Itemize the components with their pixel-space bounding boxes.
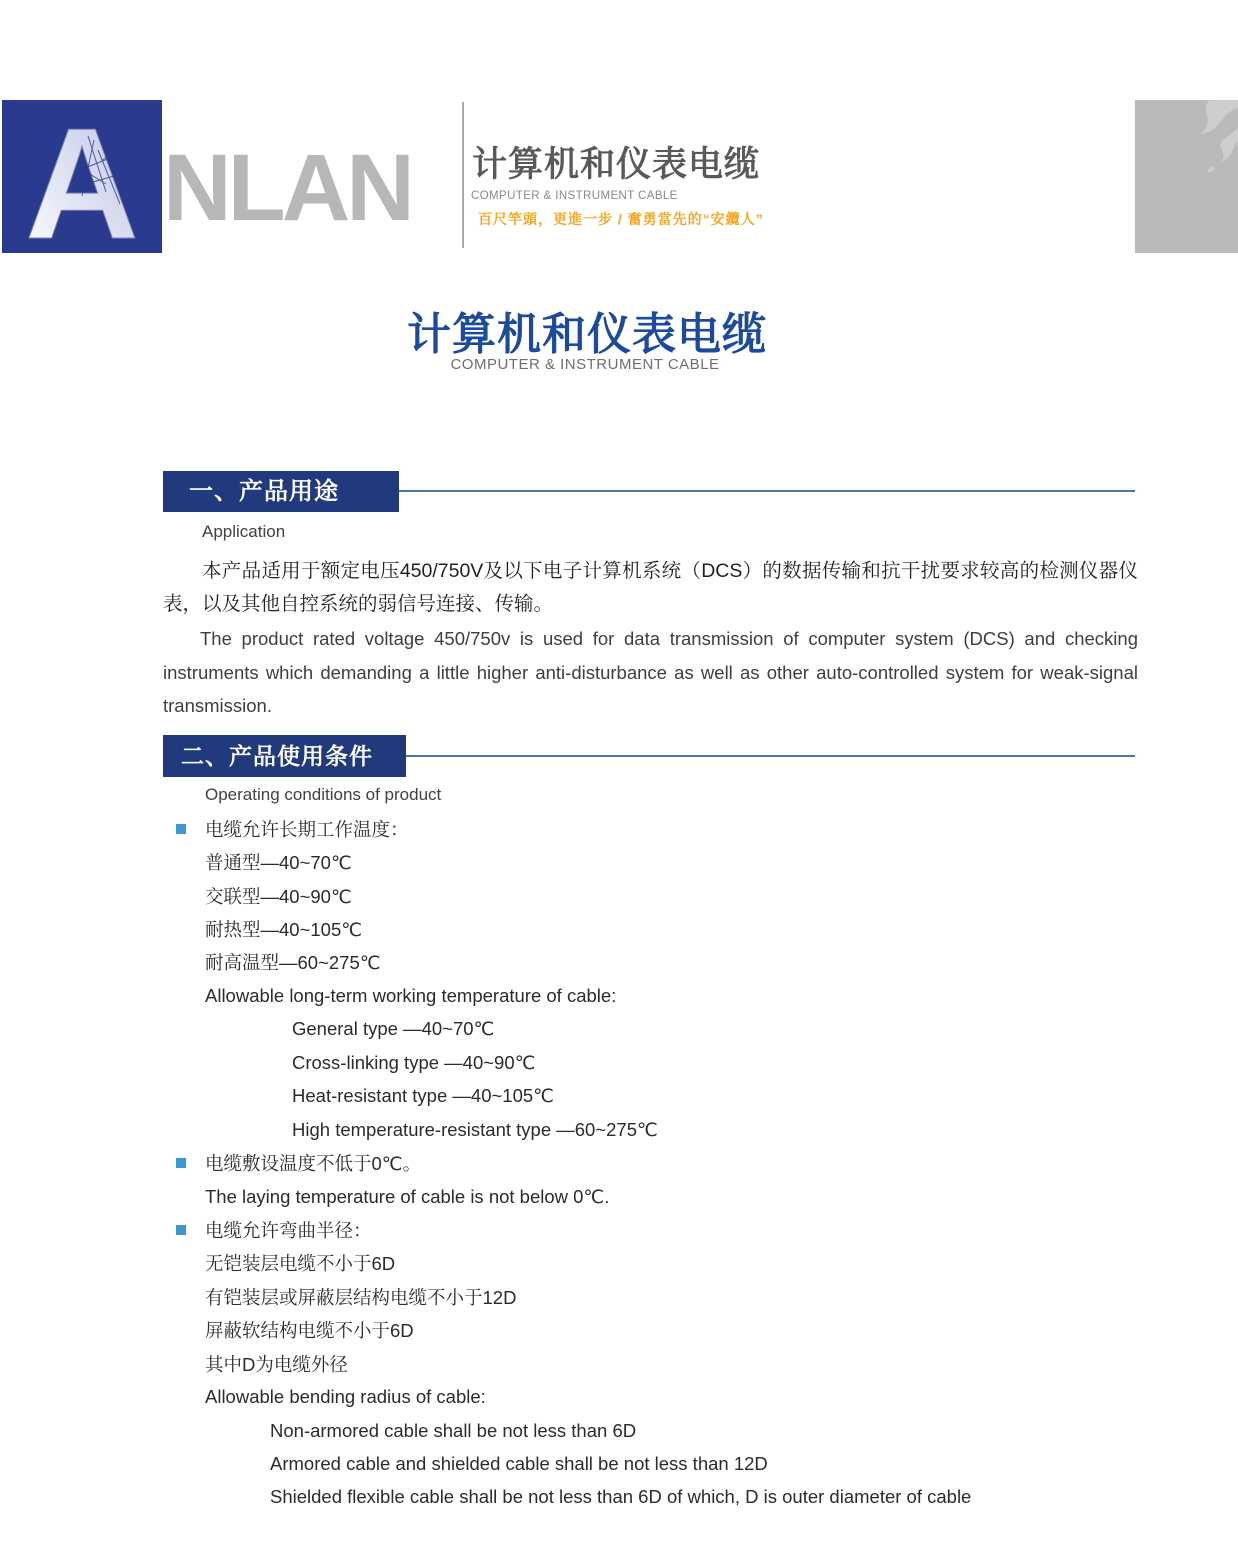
list-item: [163, 1347, 1138, 1380]
anlan-logo: [2, 100, 162, 253]
list-item-text: 普通型—40~70℃: [205, 852, 352, 874]
header-title-en: COMPUTER & INSTRUMENT CABLE: [471, 190, 678, 202]
list-item: [163, 1380, 1138, 1413]
brand-slogan: 百尺竿頭，更進一步 / 奮勇當先的“安纜人”: [478, 211, 764, 227]
section1-rule: [399, 490, 1135, 492]
list-item: [163, 812, 1138, 845]
list-item-text: Shielded flexible cable shall be not less than 6D of which, D is outer diameter of cable: [270, 1486, 972, 1508]
section1-heading: 一、产品用途: [163, 471, 399, 512]
list-item-text: 屏蔽软结构电缆不小于6D: [205, 1320, 414, 1342]
list-item: [163, 1180, 1138, 1213]
list-item: [163, 1113, 1138, 1146]
leaf-decoration-icon: [1135, 100, 1238, 253]
list-item: [163, 1280, 1138, 1313]
list-item-text: General type —40~70℃: [292, 1018, 495, 1040]
logo-wordmark: NLAN: [163, 135, 411, 241]
page-subtitle: COMPUTER & INSTRUMENT CABLE: [450, 356, 720, 373]
section1-paragraph-en: The product rated voltage 450/750v is used for data transmission of computer system (DCS) and checking instruments which demanding a little higher anti-disturbance as well as other auto-controlled system for weak-signal transmission.: [163, 628, 1138, 716]
header-photo-placeholder: [1135, 100, 1238, 253]
logo-a-icon: [2, 100, 162, 253]
list-item: [163, 1046, 1138, 1079]
conditions-list: [163, 812, 1138, 1514]
section2-subheading: Operating conditions of product: [205, 785, 442, 804]
list-item-text: 电缆允许长期工作温度：: [205, 818, 409, 840]
list-item-text: 交联型—40~90℃: [205, 885, 352, 907]
header-title-cn: 计算机和仪表电缆: [472, 145, 761, 184]
list-item: [163, 912, 1138, 945]
bullet-square-icon: [176, 1158, 186, 1168]
section1-paragraph-cn: 本产品适用于额定电压450/750V及以下电子计算机系统（DCS）的数据传输和抗干扰要求较高的检测仪器仪表，以及其他自控系统的弱信号连接、传输。: [163, 560, 1138, 615]
list-item: [163, 1247, 1138, 1280]
list-item: [163, 1013, 1138, 1046]
list-item-text: 耐高温型—60~275℃: [205, 952, 381, 974]
svg-text:A: A: [24, 100, 140, 253]
list-item-text: High temperature-resistant type —60~275℃: [292, 1118, 658, 1140]
list-item: [163, 946, 1138, 979]
list-item-text: 其中D为电缆外径: [205, 1353, 348, 1375]
list-item: [163, 1481, 1138, 1514]
list-item: [163, 1447, 1138, 1480]
list-item: [163, 879, 1138, 912]
list-item-text: Allowable long-term working temperature of cable:: [205, 984, 617, 1006]
list-item-text: Armored cable and shielded cable shall be not less than 12D: [270, 1453, 768, 1475]
list-item-text: Allowable bending radius of cable:: [205, 1386, 486, 1408]
list-item: [163, 1213, 1138, 1246]
list-item-text: 电缆允许弯曲半径：: [205, 1219, 372, 1241]
list-item-text: 电缆敷设温度不低于0℃。: [205, 1153, 422, 1175]
list-item-text: 有铠装层或屏蔽层结构电缆不小于12D: [205, 1286, 517, 1308]
section2-rule: [406, 755, 1135, 757]
page-title: 计算机和仪表电缆: [407, 310, 767, 359]
list-item-text: 无铠装层电缆不小于6D: [205, 1253, 396, 1275]
section2-heading: 二、产品使用条件: [163, 735, 406, 777]
list-item-text: Heat-resistant type —40~105℃: [292, 1085, 554, 1107]
list-item-text: The laying temperature of cable is not below 0℃.: [205, 1185, 610, 1207]
list-item-text: Non-armored cable shall be not less than 6D: [270, 1419, 637, 1441]
list-item: [163, 979, 1138, 1012]
section1-subheading: Application: [202, 522, 286, 541]
list-item: [163, 1080, 1138, 1113]
list-item: [163, 1414, 1138, 1447]
list-item: [163, 1146, 1138, 1179]
list-item: [163, 845, 1138, 878]
list-item: [163, 1314, 1138, 1347]
list-item-text: Cross-linking type —40~90℃: [292, 1051, 536, 1073]
list-item-text: 耐热型—40~105℃: [205, 919, 363, 941]
bullet-square-icon: [176, 1225, 186, 1235]
header-divider: [462, 102, 464, 248]
bullet-square-icon: [176, 824, 186, 834]
